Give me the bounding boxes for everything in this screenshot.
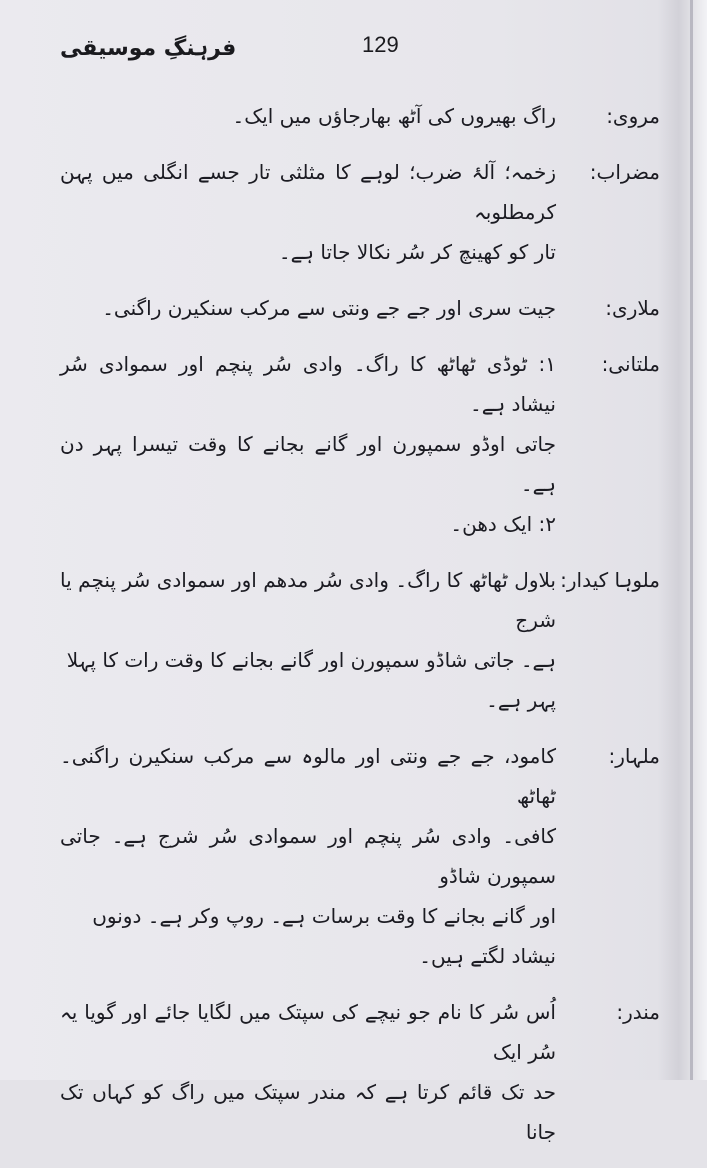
page-number: 129 — [362, 32, 399, 57]
entry-term: مروی: — [606, 104, 660, 128]
entry-term: مندر: — [616, 1000, 660, 1024]
entry-multani — [60, 344, 660, 544]
definition-line: جاتی اوڈو سمپورن اور گانے بجانے کا وقت تیسرا پہر دن ہے۔ — [60, 432, 556, 496]
entry-term: مضراب: — [589, 160, 660, 184]
entry-marvi — [60, 96, 660, 136]
definition-line: اور گانے بجانے کا وقت برسات ہے۔ روپ وکر ہے۔ دونوں — [92, 904, 556, 928]
definition-line: راگ بھیروں کی آٹھ بھارجاؤں میں ایک۔ — [232, 104, 556, 128]
entry-definition — [60, 736, 556, 976]
entry-term: ملہار: — [608, 744, 660, 768]
entry-malari — [60, 288, 660, 328]
running-title: فرہنگِ موسیقی — [60, 36, 237, 61]
entry-definition — [60, 288, 556, 328]
glossary-entries — [60, 96, 660, 1168]
entry-term: ملتانی: — [601, 352, 660, 376]
definition-line: ۲: ایک دھن۔ — [450, 512, 556, 536]
definition-line: اُس سُر کا نام جو نیچے کی سپتک میں لگایا جائے اور گویا یہ سُر ایک — [60, 1000, 556, 1064]
definition-line: زخمہ؛ آلۂ ضرب؛ لوہے کا مثلثی تار جسے انگلی میں پہن کرمطلوبہ — [60, 160, 556, 224]
entry-malhar — [60, 736, 660, 976]
definition-line: کافی۔ وادی سُر پنچم اور سموادی سُر شرج ہے۔ جاتی سمپورن شاڈو — [60, 824, 556, 888]
definition-line: تار کو کھینچ کر سُر نکالا جاتا ہے۔ — [278, 240, 556, 264]
entry-malooha-kedar — [60, 560, 660, 720]
definition-line: نیشاد لگتے ہیں۔ — [419, 944, 556, 968]
entry-definition — [60, 560, 556, 720]
entry-definition — [60, 992, 556, 1152]
definition-line: بلاول ٹھاٹھ کا راگ۔ وادی سُر مدھم اور سموادی سُر پنچم یا شرج — [60, 568, 556, 632]
entry-mandar — [60, 992, 660, 1152]
entry-term: ملوہا کیدار: — [560, 568, 660, 592]
definition-line: پہر ہے۔ — [486, 688, 556, 712]
entry-term: ملاری: — [605, 296, 660, 320]
entry-definition — [60, 152, 556, 272]
entry-definition — [60, 96, 556, 136]
definition-line: جیت سری اور جے جے ونتی سے مرکب سنکیرن راگنی۔ — [102, 296, 556, 320]
page-edge — [690, 0, 693, 1080]
entry-mizrab — [60, 152, 660, 272]
definition-line: ۱: ٹوڈی ٹھاٹھ کا راگ۔ وادی سُر پنچم اور سموادی سُر نیشاد ہے۔ — [60, 352, 556, 416]
entry-definition — [60, 344, 556, 544]
definition-line: حد تک قائم کرتا ہے کہ مندر سپتک میں راگ کو کہاں تک جانا — [60, 1080, 556, 1144]
definition-line: کامود، جے جے ونتی اور مالوہ سے مرکب سنکیرن راگنی۔ ٹھاٹھ — [60, 744, 556, 808]
definition-line: ہے۔ جاتی شاڈو سمپورن اور گانے بجانے کا وقت رات کا پہلا — [66, 648, 556, 672]
